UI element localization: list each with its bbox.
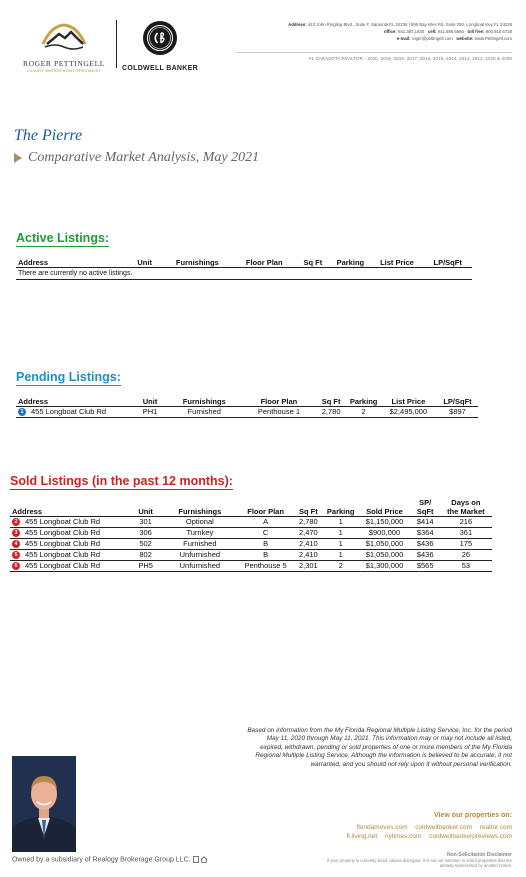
awards-divider	[236, 52, 512, 53]
ppsf-cell: $364	[411, 527, 440, 538]
floor-plan-cell: C	[237, 527, 293, 538]
link-nytimes[interactable]: nytimes.com	[384, 833, 422, 840]
sqft-cell: 2,410	[294, 538, 323, 549]
col-days-on-market: Days on the Market	[440, 494, 492, 516]
sqft-cell: 2,410	[294, 549, 323, 560]
table-row	[16, 267, 472, 279]
address-text: 455 Longboat Club Rd	[31, 406, 107, 416]
active-listings-heading: Active Listings:	[16, 231, 110, 245]
floor-plan-cell: Penthouse 5	[237, 560, 293, 571]
letterhead	[0, 0, 526, 80]
price-cell: $900,000	[358, 527, 410, 538]
address-cell	[16, 406, 135, 417]
sqft-cell: 2,470	[294, 527, 323, 538]
contact-info	[212, 21, 512, 43]
days-on-market-cell: 26	[440, 549, 492, 560]
website-link[interactable]: www.Pettingell.com	[474, 36, 512, 42]
floor-plan-cell: A	[237, 516, 293, 527]
tollfree-label: toll free:	[467, 29, 485, 35]
map-marker-icon: 2	[12, 518, 20, 526]
parking-cell: 2	[347, 406, 379, 417]
days-on-market-cell: 53	[440, 560, 492, 571]
price-cell: $1,300,000	[358, 560, 410, 571]
col-sqft: Sq Ft	[294, 494, 323, 516]
furnishings-cell: Furnished	[162, 538, 237, 549]
sqft-cell: 2,780	[315, 406, 348, 417]
unit-cell: 306	[129, 527, 162, 538]
ownership-statement	[12, 856, 207, 863]
map-marker-icon: 6	[12, 562, 20, 570]
col-sp-sqft: SP/ SqFt	[411, 494, 440, 516]
col-furnishings: Furnishings	[162, 254, 233, 267]
col-lp-sqft: LP/SqFt	[423, 254, 472, 267]
table-row	[10, 527, 492, 538]
parking-cell: 1	[323, 538, 358, 549]
link-coldwellbanker[interactable]: coldwellbanker.com	[415, 824, 473, 831]
col-furnishings: Furnishings	[162, 494, 237, 516]
ppsf-cell: $897	[437, 406, 478, 417]
col-sold-price: Sold Price	[358, 494, 410, 516]
price-cell: $2,495,000	[380, 406, 437, 417]
address-text: 455 Longboat Club Rd	[25, 560, 101, 570]
mls-disclaimer: Based on information from the My Florida Regional Multiple Listing Service, Inc. for the period May 11, 2020 through May 11, 2021. This information may or may not include all listed, expired, withdrawn, pending or sold properties of one or more members of the My Florida Regional Multiple Listing Service. Although the information is believed to be accurate, it not warranted, and you should not rely upon it without personal verification.	[247, 727, 512, 768]
col-sqft: Sq Ft	[296, 254, 330, 267]
table-row	[10, 538, 492, 549]
sold-listings-heading: Sold Listings (in the past 12 months):	[10, 474, 233, 488]
map-marker-icon: 5	[12, 551, 20, 559]
email-link[interactable]: roger@pettingell.com	[411, 36, 453, 42]
parking-cell: 1	[323, 516, 358, 527]
col-floor-plan: Floor Plan	[243, 393, 315, 406]
col-parking: Parking	[330, 254, 371, 267]
triangle-bullet-icon	[14, 153, 22, 163]
furnishings-cell: Unfurnished	[162, 560, 237, 571]
address-text: 455 Longboat Club Rd	[25, 538, 101, 548]
days-on-market-cell: 361	[440, 527, 492, 538]
address-cell	[10, 527, 129, 538]
coldwell-banker-logo	[120, 20, 200, 72]
table-row	[10, 516, 492, 527]
address-cell	[10, 516, 129, 527]
agent-photo	[12, 756, 76, 852]
col-list-price: List Price	[371, 254, 424, 267]
col-parking: Parking	[323, 494, 358, 516]
col-address: Address	[10, 494, 129, 516]
table-row	[10, 560, 492, 571]
price-cell: $1,050,000	[358, 549, 410, 560]
link-realtor[interactable]: realtor.com	[479, 824, 512, 831]
non-solicitation-title: Non-Solicitation Disclaimer	[446, 852, 512, 858]
house-wave-logo-icon	[39, 22, 89, 52]
address-cell	[10, 560, 129, 571]
brand-tagline: LUXURY WATERFRONT SPECIALIST	[26, 69, 101, 73]
ppsf-cell: $565	[411, 560, 440, 571]
col-unit: Unit	[127, 254, 161, 267]
subtitle-text: Comparative Market Analysis, May 2021	[28, 150, 260, 165]
non-solicitation-text: If your property is currently listed, please disregard. It is not our intention to solicit properties that are already represented by another broker.	[326, 858, 512, 869]
col-furnishings: Furnishings	[165, 393, 243, 406]
link-floridamoves[interactable]: floridamoves.com	[356, 824, 408, 831]
owned-by-text: Owned by a subsidiary of Realogy Brokerage Group LLC.	[12, 856, 191, 864]
address-cell	[10, 538, 129, 549]
address-text: 455 Longboat Club Rd	[25, 549, 101, 559]
unit-cell: 502	[129, 538, 162, 549]
ppsf-cell: $414	[411, 516, 440, 527]
ppsf-cell: $436	[411, 538, 440, 549]
parking-cell: 1	[323, 549, 358, 560]
parking-cell: 1	[323, 527, 358, 538]
furnishings-cell: Optional	[162, 516, 237, 527]
tollfree-phone: 800.910.6728	[485, 29, 512, 35]
address-value: 443 John Ringling Blvd., Suite F, Sarasota FL 34236 | 595 Bay Isles Rd, Suite 250, Longboat Key FL 34228	[307, 22, 512, 27]
address-text: 455 Longboat Club Rd	[25, 527, 101, 537]
office-label: office:	[383, 29, 397, 35]
map-marker-icon: 4	[12, 540, 20, 548]
view-properties-heading: View our properties on:	[433, 812, 512, 819]
furnishings-cell: Turnkey	[162, 527, 237, 538]
unit-cell: PH1	[135, 406, 166, 417]
website-label: website:	[456, 36, 474, 42]
unit-cell: 802	[129, 549, 162, 560]
no-active-listings-message: There are currently no active listings.	[16, 267, 472, 279]
col-sqft: Sq Ft	[315, 393, 348, 406]
price-cell: $1,150,000	[358, 516, 410, 527]
col-address: Address	[16, 254, 127, 267]
furnishings-cell: Furnished	[165, 406, 243, 417]
col-parking: Parking	[347, 393, 379, 406]
cb-seal-icon	[142, 20, 178, 56]
roger-pettingell-logo	[18, 22, 110, 73]
map-marker-icon: 1	[18, 408, 26, 416]
table-row	[10, 549, 492, 560]
cell-phone: 941.586.6666	[437, 29, 464, 35]
brand-name: ROGER PETTINGELL	[23, 59, 105, 68]
floor-plan-cell: B	[237, 538, 293, 549]
link-fl-living[interactable]: fl.living.net	[346, 833, 378, 840]
table-row	[16, 406, 478, 417]
link-cb-previews[interactable]: coldwellbankerpreviews.com	[429, 833, 512, 840]
floor-plan-cell: Penthouse 1	[243, 406, 315, 417]
address-cell	[10, 549, 129, 560]
cell-label: cell:	[427, 29, 437, 35]
pending-listings-table	[16, 393, 478, 418]
sqft-cell: 2,780	[294, 516, 323, 527]
broker-name: COLDWELL BANKER	[122, 65, 198, 72]
price-cell: $1,050,000	[358, 538, 410, 549]
col-floor-plan: Floor Plan	[237, 494, 293, 516]
pending-listings-heading: Pending Listings:	[16, 370, 121, 384]
address-text: 455 Longboat Club Rd	[25, 516, 101, 526]
property-links	[292, 823, 512, 841]
parking-cell: 2	[323, 560, 358, 571]
property-title: The Pierre	[14, 127, 83, 144]
office-phone: 941.387.1840	[397, 29, 425, 35]
ppsf-cell: $436	[411, 549, 440, 560]
sqft-cell: 2,301	[294, 560, 323, 571]
logo-divider	[116, 20, 117, 68]
unit-cell: PH5	[129, 560, 162, 571]
email-label: e-mail:	[396, 36, 411, 42]
agent-portrait-icon	[12, 756, 76, 852]
days-on-market-cell: 216	[440, 516, 492, 527]
col-unit: Unit	[135, 393, 166, 406]
map-marker-icon: 3	[12, 529, 20, 537]
unit-cell: 301	[129, 516, 162, 527]
col-floor-plan: Floor Plan	[233, 254, 296, 267]
col-address: Address	[16, 393, 135, 406]
floor-plan-cell: B	[237, 549, 293, 560]
days-on-market-cell: 175	[440, 538, 492, 549]
equal-housing-icon	[193, 856, 207, 863]
col-list-price: List Price	[380, 393, 437, 406]
col-unit: Unit	[129, 494, 162, 516]
awards-line: #1 SARASOTA REALTOR - 2020, 2019, 2018, 2017, 2016, 2015, 2014, 2013, 2012, 2010 & 2008	[308, 56, 512, 61]
col-lp-sqft: LP/SqFt	[437, 393, 478, 406]
report-subtitle	[14, 150, 259, 166]
active-listings-table	[16, 254, 472, 280]
furnishings-cell: Unfurnished	[162, 549, 237, 560]
address-label: Address:	[288, 22, 307, 27]
sold-listings-table	[10, 494, 492, 572]
